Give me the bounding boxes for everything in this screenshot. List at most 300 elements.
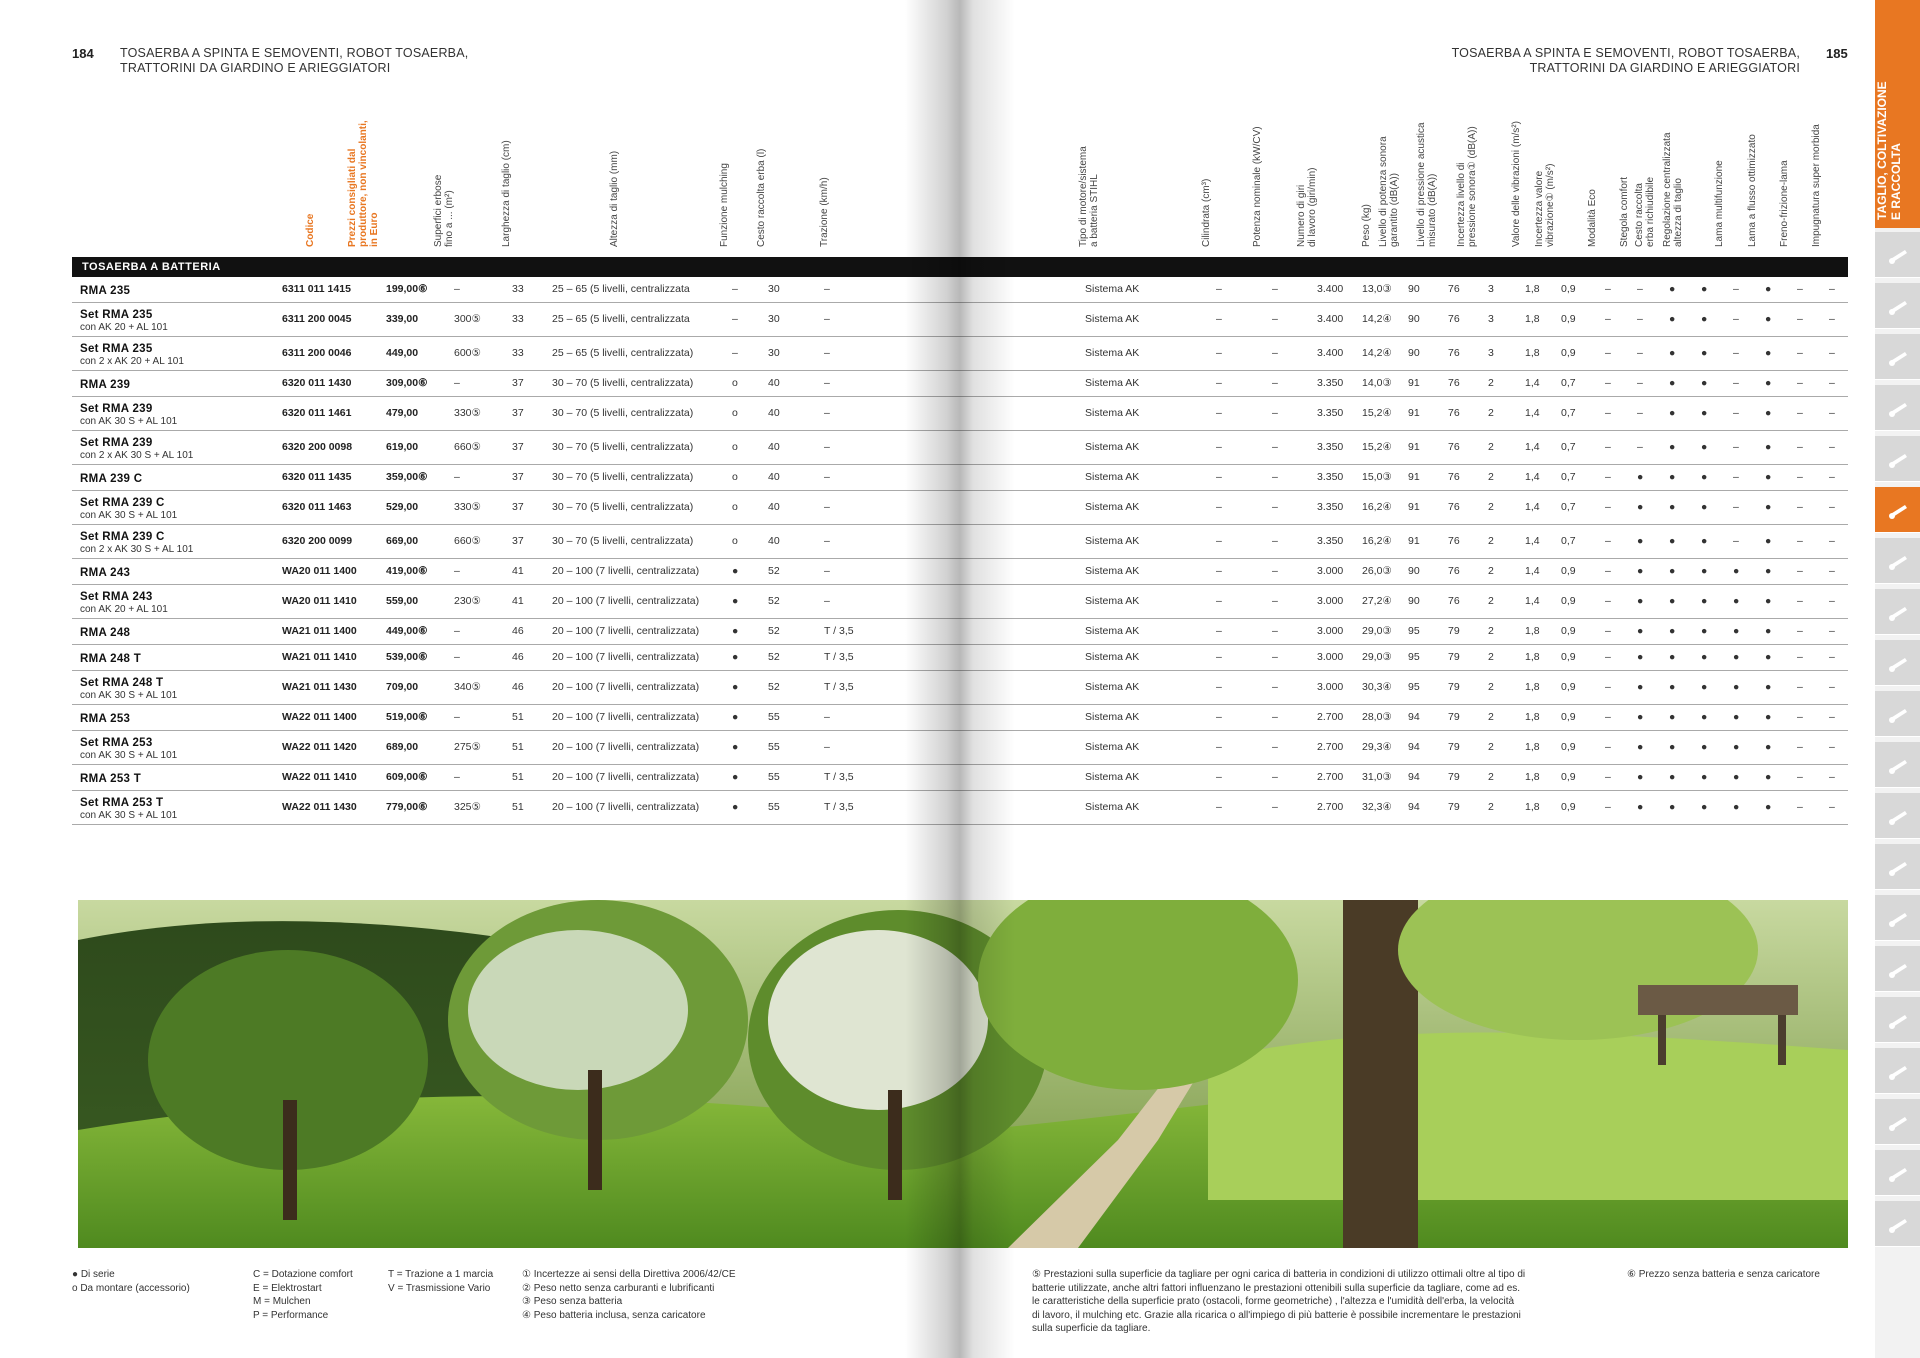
tab-axe[interactable] xyxy=(1875,1150,1920,1196)
cell-feature: – xyxy=(1605,471,1611,483)
cell-feature: ● xyxy=(1733,711,1740,723)
cell-kv: 0,7 xyxy=(1561,407,1576,419)
cell-mulch: o xyxy=(732,377,738,389)
cell-pow: – xyxy=(1272,681,1278,693)
footnote-6: ⑥ Prezzo senza batteria e senza caricatore xyxy=(1627,1269,1820,1280)
cell-feature: – xyxy=(1733,283,1739,295)
right-title-line2: TRATTORINI DA GIARDINO E ARIEGGIATORI xyxy=(1529,61,1800,75)
cell-k: 2 xyxy=(1488,681,1494,693)
cell-area: – xyxy=(454,565,460,577)
cell-area: 330⑤ xyxy=(454,407,481,419)
mower-icon xyxy=(1885,244,1911,266)
cell-feature: – xyxy=(1797,313,1803,325)
tab-robot-mower[interactable] xyxy=(1875,283,1920,329)
cell-feature: – xyxy=(1637,377,1643,389)
cell-name: RMA 253 xyxy=(80,713,131,725)
cell-feature: – xyxy=(1797,801,1803,813)
cell-pow: – xyxy=(1272,711,1278,723)
cell-height: 20 – 100 (7 livelli, centralizzata) xyxy=(552,595,700,607)
tab-tractor[interactable] xyxy=(1875,334,1920,380)
cell-lwa: 94 xyxy=(1408,771,1420,783)
cell-feature: – xyxy=(1605,681,1611,693)
cell-lpa: 79 xyxy=(1448,651,1460,663)
left-running-title xyxy=(120,46,468,76)
cell-feature: – xyxy=(1605,535,1611,547)
cell-feature: – xyxy=(1637,283,1643,295)
cell-feature: – xyxy=(1829,313,1835,325)
left-title-line2: TRATTORINI DA GIARDINO E ARIEGGIATORI xyxy=(120,61,391,75)
cell-name: RMA 243 xyxy=(80,567,131,579)
cell-feature: ● xyxy=(1669,711,1676,723)
cell-feature: ● xyxy=(1701,771,1708,783)
cell-feature: ● xyxy=(1637,711,1644,723)
tab-scarifier[interactable] xyxy=(1875,385,1920,431)
cell-feature: – xyxy=(1733,441,1739,453)
cell-vib: 1,4 xyxy=(1525,595,1540,607)
cell-weight: 16,2④ xyxy=(1362,501,1392,513)
cell-feature: – xyxy=(1733,377,1739,389)
cell-basket: 55 xyxy=(768,801,780,813)
cell-width: 33 xyxy=(512,313,524,325)
cell-pow: – xyxy=(1272,535,1278,547)
cell-basket: 30 xyxy=(768,313,780,325)
vacuum-icon xyxy=(1885,754,1911,776)
cell-feature: – xyxy=(1797,651,1803,663)
cell-lpa: 76 xyxy=(1448,283,1460,295)
cell-lpa: 76 xyxy=(1448,313,1460,325)
cell-cyl: – xyxy=(1216,681,1222,693)
cell-cyl: – xyxy=(1216,313,1222,325)
cell-feature: ● xyxy=(1733,595,1740,607)
cell-vib: 1,4 xyxy=(1525,471,1540,483)
cell-motor: Sistema AK xyxy=(1085,565,1140,577)
cell-code: WA22 011 1410 xyxy=(282,771,357,783)
cell-area: 325⑤ xyxy=(454,801,481,813)
header-peso-label: Peso (kg) xyxy=(1361,204,1372,247)
push-mower-icon xyxy=(1885,499,1911,521)
cell-vib: 1,8 xyxy=(1525,711,1540,723)
cell-width: 46 xyxy=(512,681,524,693)
table-row xyxy=(72,491,1848,525)
cell-height: 20 – 100 (7 livelli, centralizzata) xyxy=(552,565,700,577)
cell-kv: 0,9 xyxy=(1561,711,1576,723)
cell-code: 6311 200 0045 xyxy=(282,313,352,325)
cell-feature: ● xyxy=(1637,595,1644,607)
cell-name: Set RMA 239 xyxy=(80,403,153,415)
cell-feature: ● xyxy=(1733,801,1740,813)
cell-motor: Sistema AK xyxy=(1085,771,1140,783)
cell-feature: – xyxy=(1733,347,1739,359)
cell-feature: – xyxy=(1637,441,1643,453)
table-row xyxy=(72,705,1848,731)
cell-lpa: 76 xyxy=(1448,347,1460,359)
cell-trac: – xyxy=(824,313,830,325)
header-lama-flusso-label: Lama a flusso ottimizzato xyxy=(1747,134,1758,247)
cell-feature: – xyxy=(1797,347,1803,359)
cell-mulch: o xyxy=(732,501,738,513)
cell-rpm: 2.700 xyxy=(1317,771,1344,783)
cell-name: Set RMA 248 T xyxy=(80,677,164,689)
cell-price: 339,00 xyxy=(386,313,419,325)
cell-k: 3 xyxy=(1488,283,1494,295)
cell-lpa: 79 xyxy=(1448,771,1460,783)
cell-feature: – xyxy=(1733,501,1739,513)
cell-area: – xyxy=(454,625,460,637)
cell-weight: 15,2④ xyxy=(1362,441,1392,453)
table-row xyxy=(72,585,1848,619)
cell-k: 2 xyxy=(1488,711,1494,723)
cell-sub: con 2 x AK 30 S + AL 101 xyxy=(80,544,194,555)
cell-feature: – xyxy=(1829,377,1835,389)
cell-rpm: 3.400 xyxy=(1317,313,1344,325)
tab-hedge[interactable] xyxy=(1875,589,1920,635)
tab-wheelbarrow[interactable] xyxy=(1875,946,1920,992)
cell-height: 20 – 100 (7 livelli, centralizzata) xyxy=(552,801,700,813)
cell-weight: 29,0③ xyxy=(1362,651,1392,663)
cell-weight: 14,2④ xyxy=(1362,347,1392,359)
cell-cyl: – xyxy=(1216,651,1222,663)
cell-name: RMA 248 xyxy=(80,627,131,639)
cell-feature: – xyxy=(1829,347,1835,359)
cell-kv: 0,9 xyxy=(1561,565,1576,577)
tractor-icon xyxy=(1885,346,1911,368)
right-running-title xyxy=(1452,46,1800,76)
cell-pow: – xyxy=(1272,771,1278,783)
cell-cyl: – xyxy=(1216,441,1222,453)
tab-phone[interactable] xyxy=(1875,997,1920,1043)
cell-sub: con AK 30 S + AL 101 xyxy=(80,510,178,521)
cell-lpa: 79 xyxy=(1448,741,1460,753)
cell-lpa: 76 xyxy=(1448,535,1460,547)
cell-mulch: ● xyxy=(732,625,739,637)
table-row xyxy=(72,431,1848,465)
tab-pump[interactable] xyxy=(1875,895,1920,941)
cell-basket: 55 xyxy=(768,771,780,783)
cell-feature: – xyxy=(1829,625,1835,637)
cell-feature: ● xyxy=(1669,441,1676,453)
cell-trac: – xyxy=(824,283,830,295)
cell-feature: – xyxy=(1797,681,1803,693)
cell-lwa: 94 xyxy=(1408,801,1420,813)
cell-feature: – xyxy=(1797,283,1803,295)
footnotes-1-4: ① Incertezze ai sensi della Direttiva 2006/42/CE ② Peso netto senza carburanti e lubrificanti ③ Peso senza batteria ④ Peso batteria inclusa, senza caricatore xyxy=(522,1269,736,1321)
cell-width: 37 xyxy=(512,441,524,453)
cell-feature: – xyxy=(1605,771,1611,783)
cell-feature: ● xyxy=(1701,741,1708,753)
cell-k: 2 xyxy=(1488,441,1494,453)
sprayer-icon xyxy=(1885,703,1911,725)
cell-feature: ● xyxy=(1701,501,1708,513)
cell-trac: T / 3,5 xyxy=(824,625,854,637)
cell-height: 20 – 100 (7 livelli, centralizzata) xyxy=(552,711,700,723)
right-title-line1: TOSAERBA A SPINTA E SEMOVENTI, ROBOT TOSAERBA, xyxy=(1451,46,1800,60)
cell-vib: 1,4 xyxy=(1525,565,1540,577)
cell-cyl: – xyxy=(1216,741,1222,753)
tab-push-mower[interactable] xyxy=(1875,487,1920,533)
cell-feature: – xyxy=(1605,501,1611,513)
cell-motor: Sistema AK xyxy=(1085,283,1140,295)
cell-basket: 40 xyxy=(768,377,780,389)
tab-ride-on[interactable] xyxy=(1875,436,1920,482)
cell-feature: ● xyxy=(1637,741,1644,753)
header-motore-label: Tipo di motore/sistema a batteria STIHL xyxy=(1078,146,1100,247)
cell-trac: T / 3,5 xyxy=(824,801,854,813)
pole-icon xyxy=(1885,856,1911,878)
cell-k: 2 xyxy=(1488,471,1494,483)
cell-lwa: 95 xyxy=(1408,681,1420,693)
cell-height: 25 – 65 (5 livelli, centralizzata) xyxy=(552,347,694,359)
cell-rpm: 2.700 xyxy=(1317,801,1344,813)
header-incertezza-vibr-label: Incertezza valore vibrazione① (m/s²) xyxy=(1534,163,1556,247)
cell-feature: – xyxy=(1797,595,1803,607)
cell-k: 2 xyxy=(1488,377,1494,389)
cell-kv: 0,9 xyxy=(1561,595,1576,607)
cell-price: 559,00 xyxy=(386,595,419,607)
cell-height: 30 – 70 (5 livelli, centralizzata) xyxy=(552,471,694,483)
cell-feature: – xyxy=(1797,377,1803,389)
cell-kv: 0,9 xyxy=(1561,283,1576,295)
cell-feature: ● xyxy=(1765,535,1772,547)
cell-sub: con AK 20 + AL 101 xyxy=(80,322,168,333)
cell-pow: – xyxy=(1272,377,1278,389)
cell-price: 479,00 xyxy=(386,407,419,419)
cell-name: RMA 239 C xyxy=(80,473,143,485)
cell-height: 30 – 70 (5 livelli, centralizzata) xyxy=(552,377,694,389)
cell-basket: 30 xyxy=(768,283,780,295)
cell-basket: 52 xyxy=(768,625,780,637)
cell-weight: 31,0③ xyxy=(1362,771,1392,783)
cell-name: RMA 235 xyxy=(80,285,131,297)
cell-height: 25 – 65 (5 livelli, centralizzata xyxy=(552,313,690,325)
cell-mulch: o xyxy=(732,535,738,547)
cell-feature: ● xyxy=(1701,377,1708,389)
cell-cyl: – xyxy=(1216,471,1222,483)
cell-width: 46 xyxy=(512,625,524,637)
cell-feature: – xyxy=(1829,651,1835,663)
cell-cyl: – xyxy=(1216,771,1222,783)
cell-area: 330⑤ xyxy=(454,501,481,513)
cell-lpa: 76 xyxy=(1448,407,1460,419)
cell-rpm: 3.000 xyxy=(1317,651,1344,663)
cell-basket: 40 xyxy=(768,535,780,547)
cell-feature: – xyxy=(1829,471,1835,483)
cell-rpm: 2.700 xyxy=(1317,741,1344,753)
cell-trac: – xyxy=(824,471,830,483)
cell-sub: con AK 30 S + AL 101 xyxy=(80,416,178,427)
table-row xyxy=(72,791,1848,825)
cell-pow: – xyxy=(1272,283,1278,295)
orchard-landscape-illustration xyxy=(78,900,1848,1248)
cell-cyl: – xyxy=(1216,377,1222,389)
table-row xyxy=(72,645,1848,671)
cell-width: 51 xyxy=(512,801,524,813)
cell-trac: T / 3,5 xyxy=(824,651,854,663)
cell-price: 519,00⑥ xyxy=(386,711,428,723)
header-cesto-richiudibile-label: Cesto raccolta erba richiudibile xyxy=(1634,176,1656,247)
left-title-line1: TOSAERBA A SPINTA E SEMOVENTI, ROBOT TOSAERBA, xyxy=(120,46,469,60)
cell-feature: – xyxy=(1829,501,1835,513)
cell-trac: – xyxy=(824,741,830,753)
cell-motor: Sistema AK xyxy=(1085,535,1140,547)
cell-pow: – xyxy=(1272,651,1278,663)
cell-feature: ● xyxy=(1637,501,1644,513)
cell-height: 30 – 70 (5 livelli, centralizzata) xyxy=(552,407,694,419)
cell-lwa: 90 xyxy=(1408,283,1420,295)
cell-k: 2 xyxy=(1488,771,1494,783)
cell-price: 449,00⑥ xyxy=(386,625,428,637)
cell-pow: – xyxy=(1272,441,1278,453)
cell-feature: ● xyxy=(1669,283,1676,295)
cell-price: 669,00 xyxy=(386,535,419,547)
cell-price: 359,00⑥ xyxy=(386,471,428,483)
cell-kv: 0,9 xyxy=(1561,651,1576,663)
cell-name: RMA 253 T xyxy=(80,773,142,785)
cell-lwa: 91 xyxy=(1408,501,1420,513)
cell-rpm: 3.350 xyxy=(1317,535,1344,547)
cell-feature: ● xyxy=(1765,711,1772,723)
header-prezzo-label: Prezzi consigliati dal produttore, non vincolanti, in Euro xyxy=(347,120,380,247)
cell-feature: ● xyxy=(1701,801,1708,813)
ride-on-icon xyxy=(1885,448,1911,470)
tab-trimmer[interactable] xyxy=(1875,538,1920,584)
active-section-tab[interactable] xyxy=(1875,0,1920,228)
cell-weight: 29,3④ xyxy=(1362,741,1392,753)
cell-cyl: – xyxy=(1216,595,1222,607)
cell-lpa: 76 xyxy=(1448,471,1460,483)
header-eco-label: Modalità Eco xyxy=(1587,189,1598,247)
cell-feature: – xyxy=(1605,377,1611,389)
cell-feature: ● xyxy=(1637,535,1644,547)
cell-area: 230⑤ xyxy=(454,595,481,607)
cell-feature: – xyxy=(1797,501,1803,513)
cell-area: – xyxy=(454,711,460,723)
cell-motor: Sistema AK xyxy=(1085,595,1140,607)
cell-k: 2 xyxy=(1488,595,1494,607)
cell-feature: – xyxy=(1829,711,1835,723)
left-page-number: 184 xyxy=(72,46,94,61)
cell-rpm: 3.350 xyxy=(1317,471,1344,483)
cell-mulch: ● xyxy=(732,565,739,577)
cell-feature: – xyxy=(1829,407,1835,419)
cell-kv: 0,9 xyxy=(1561,771,1576,783)
cell-feature: ● xyxy=(1765,771,1772,783)
cell-feature: ● xyxy=(1733,741,1740,753)
cell-feature: – xyxy=(1797,711,1803,723)
cell-vib: 1,8 xyxy=(1525,625,1540,637)
cell-k: 3 xyxy=(1488,313,1494,325)
cell-name: RMA 248 T xyxy=(80,653,142,665)
cell-feature: – xyxy=(1829,595,1835,607)
cell-kv: 0,9 xyxy=(1561,681,1576,693)
cell-cyl: – xyxy=(1216,501,1222,513)
cell-feature: – xyxy=(1637,407,1643,419)
cell-feature: – xyxy=(1829,283,1835,295)
blower-icon xyxy=(1885,652,1911,674)
cell-weight: 14,2④ xyxy=(1362,313,1392,325)
cell-vib: 1,8 xyxy=(1525,771,1540,783)
cell-weight: 15,2④ xyxy=(1362,407,1392,419)
cell-basket: 52 xyxy=(768,565,780,577)
cell-height: 25 – 65 (5 livelli, centralizzata xyxy=(552,283,690,295)
cell-rpm: 3.000 xyxy=(1317,681,1344,693)
cell-vib: 1,4 xyxy=(1525,535,1540,547)
cell-mulch: – xyxy=(732,313,738,325)
section-bar xyxy=(72,257,1848,277)
cell-feature: ● xyxy=(1669,595,1676,607)
cell-height: 20 – 100 (7 livelli, centralizzata) xyxy=(552,681,700,693)
cell-weight: 15,0③ xyxy=(1362,471,1392,483)
cell-lpa: 76 xyxy=(1448,377,1460,389)
cell-feature: ● xyxy=(1733,681,1740,693)
cell-feature: – xyxy=(1829,801,1835,813)
cell-feature: ● xyxy=(1765,681,1772,693)
header-superfici-label: Superfici erbose fino a ... (m²) xyxy=(433,174,455,247)
table-row xyxy=(72,525,1848,559)
cell-motor: Sistema AK xyxy=(1085,407,1140,419)
cell-weight: 16,2④ xyxy=(1362,535,1392,547)
cell-pow: – xyxy=(1272,501,1278,513)
cell-width: 51 xyxy=(512,771,524,783)
cell-lpa: 79 xyxy=(1448,625,1460,637)
cell-trac: – xyxy=(824,407,830,419)
cell-cyl: – xyxy=(1216,407,1222,419)
cell-price: 619,00 xyxy=(386,441,419,453)
table-row xyxy=(72,559,1848,585)
cell-feature: – xyxy=(1605,741,1611,753)
tab-battery[interactable] xyxy=(1875,1048,1920,1094)
cell-width: 33 xyxy=(512,347,524,359)
cell-feature: – xyxy=(1829,771,1835,783)
cell-height: 20 – 100 (7 livelli, centralizzata) xyxy=(552,771,700,783)
cell-area: – xyxy=(454,651,460,663)
tab-toolbox[interactable] xyxy=(1875,1099,1920,1145)
cell-price: 779,00⑥ xyxy=(386,801,428,813)
cell-k: 2 xyxy=(1488,535,1494,547)
cell-feature: – xyxy=(1797,441,1803,453)
cell-k: 2 xyxy=(1488,565,1494,577)
cell-kv: 0,7 xyxy=(1561,501,1576,513)
cell-area: – xyxy=(454,771,460,783)
cell-feature: ● xyxy=(1701,595,1708,607)
cell-trac: – xyxy=(824,711,830,723)
cell-mulch: ● xyxy=(732,651,739,663)
cell-cyl: – xyxy=(1216,535,1222,547)
cell-kv: 0,9 xyxy=(1561,741,1576,753)
cell-mulch: – xyxy=(732,347,738,359)
cell-feature: ● xyxy=(1637,471,1644,483)
tab-vacuum[interactable] xyxy=(1875,742,1920,788)
tab-bottle[interactable] xyxy=(1875,1201,1920,1247)
tab-pole[interactable] xyxy=(1875,844,1920,890)
section-tab-strip xyxy=(1875,0,1920,1358)
active-section-label: TAGLIO, COLTIVAZIONE E RACCOLTA xyxy=(1875,81,1903,220)
tab-mower[interactable] xyxy=(1875,232,1920,278)
orchard-photo xyxy=(78,900,1848,1248)
cell-lwa: 90 xyxy=(1408,595,1420,607)
cell-feature: – xyxy=(1733,471,1739,483)
cell-lwa: 90 xyxy=(1408,347,1420,359)
tab-shredder[interactable] xyxy=(1875,793,1920,839)
tab-sprayer[interactable] xyxy=(1875,691,1920,737)
cell-trac: – xyxy=(824,377,830,389)
cell-feature: ● xyxy=(1669,771,1676,783)
cell-feature: – xyxy=(1829,441,1835,453)
cell-lpa: 79 xyxy=(1448,711,1460,723)
cell-feature: ● xyxy=(1765,407,1772,419)
tab-blower[interactable] xyxy=(1875,640,1920,686)
cell-code: WA20 011 1400 xyxy=(282,565,357,577)
cell-lpa: 76 xyxy=(1448,441,1460,453)
